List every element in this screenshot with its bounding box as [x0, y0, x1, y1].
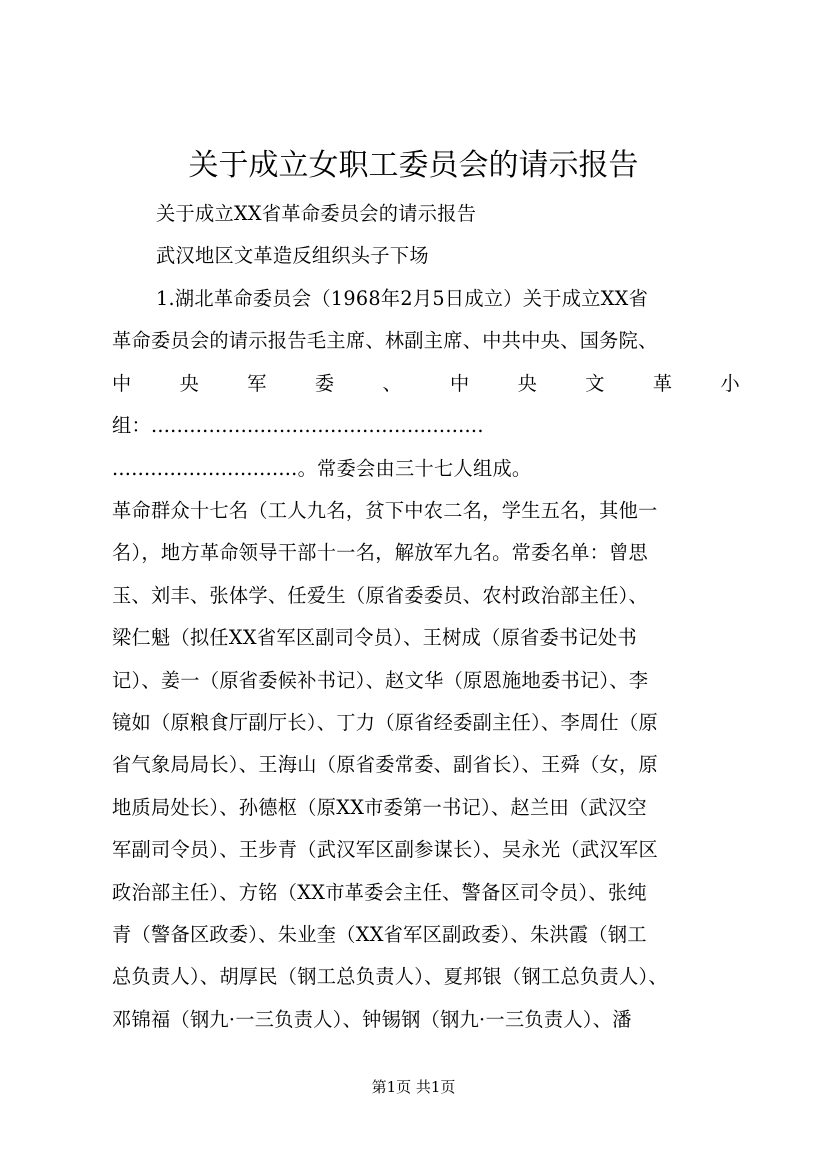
- spread-char: 文: [585, 372, 605, 395]
- spread-char: 央: [179, 372, 200, 395]
- spread-char: 、: [382, 372, 402, 395]
- page-number-footer: 第1页 共1页: [371, 1078, 456, 1096]
- body-line: 政治部主任）、方铭（XX市革委会主任、警备区司令员）、张纯: [112, 881, 647, 904]
- body-line-spread: [112, 371, 740, 397]
- spread-char: 革: [652, 372, 673, 395]
- body-line: 革命委员会的请示报告毛主席、林副主席、中共中央、国务院、: [112, 329, 658, 352]
- body-line: 总负责人）、胡厚民（钢工总负责人）、夏邦银（钢工总负责人）、: [112, 965, 668, 988]
- body-line: 镜如（原粮食厅副厅长）、丁力（原省经委副主任）、李周仕（原: [112, 711, 658, 734]
- spread-char: 中: [112, 372, 132, 395]
- body-line: 省气象局局长）、王海山（原省委常委、副省长）、王舜（女，原: [112, 753, 658, 776]
- body-line: .............................。常委会由三十七人组成。: [112, 457, 532, 480]
- body-line: 地质局处长）、孙德枢（原XX市委第一书记）、赵兰田（武汉空: [112, 796, 647, 819]
- spread-char: 中: [450, 372, 470, 395]
- body-line: 革命群众十七名（工人九名，贫下中农二名，学生五名，其他一: [112, 499, 658, 522]
- spread-char: 央: [517, 372, 538, 395]
- spread-char: 小: [720, 372, 740, 395]
- body-line: 军副司令员）、王步青（武汉军区副参谋长）、吴永光（武汉军区: [112, 838, 658, 861]
- body-line: 组：....................................................: [112, 414, 484, 437]
- body-line: 1.湖北革命委员会（1968年2月5日成立）关于成立XX省: [156, 287, 649, 310]
- body-line: 名），地方革命领导干部十一名，解放军九名。常委名单：曾思: [112, 541, 649, 564]
- body-line: 记）、姜一（原省委候补书记）、赵文华（原恩施地委书记）、李: [112, 669, 649, 692]
- subtitle-line-2: 武汉地区文革造反组织头子下场: [156, 244, 429, 267]
- body-line: 梁仁魁（拟任XX省军区副司令员）、王树成（原省委书记处书: [112, 626, 637, 649]
- document-title: 关于成立女职工委员会的请示报告: [188, 148, 639, 183]
- body-line: 邓锦福（钢九·一三负责人）、钟锡钢（钢九·一三负责人）、潘: [112, 1008, 632, 1031]
- body-line: 玉、刘丰、张体学、任爱生（原省委委员、农村政治部主任）、: [112, 584, 649, 607]
- subtitle-line-1: 关于成立XX省革命委员会的请示报告: [156, 202, 477, 225]
- body-line: 青（警备区政委）、朱业奎（XX省军区副政委）、朱洪霞（钢工: [112, 923, 647, 946]
- spread-char: 军: [247, 372, 267, 395]
- spread-char: 委: [314, 372, 335, 395]
